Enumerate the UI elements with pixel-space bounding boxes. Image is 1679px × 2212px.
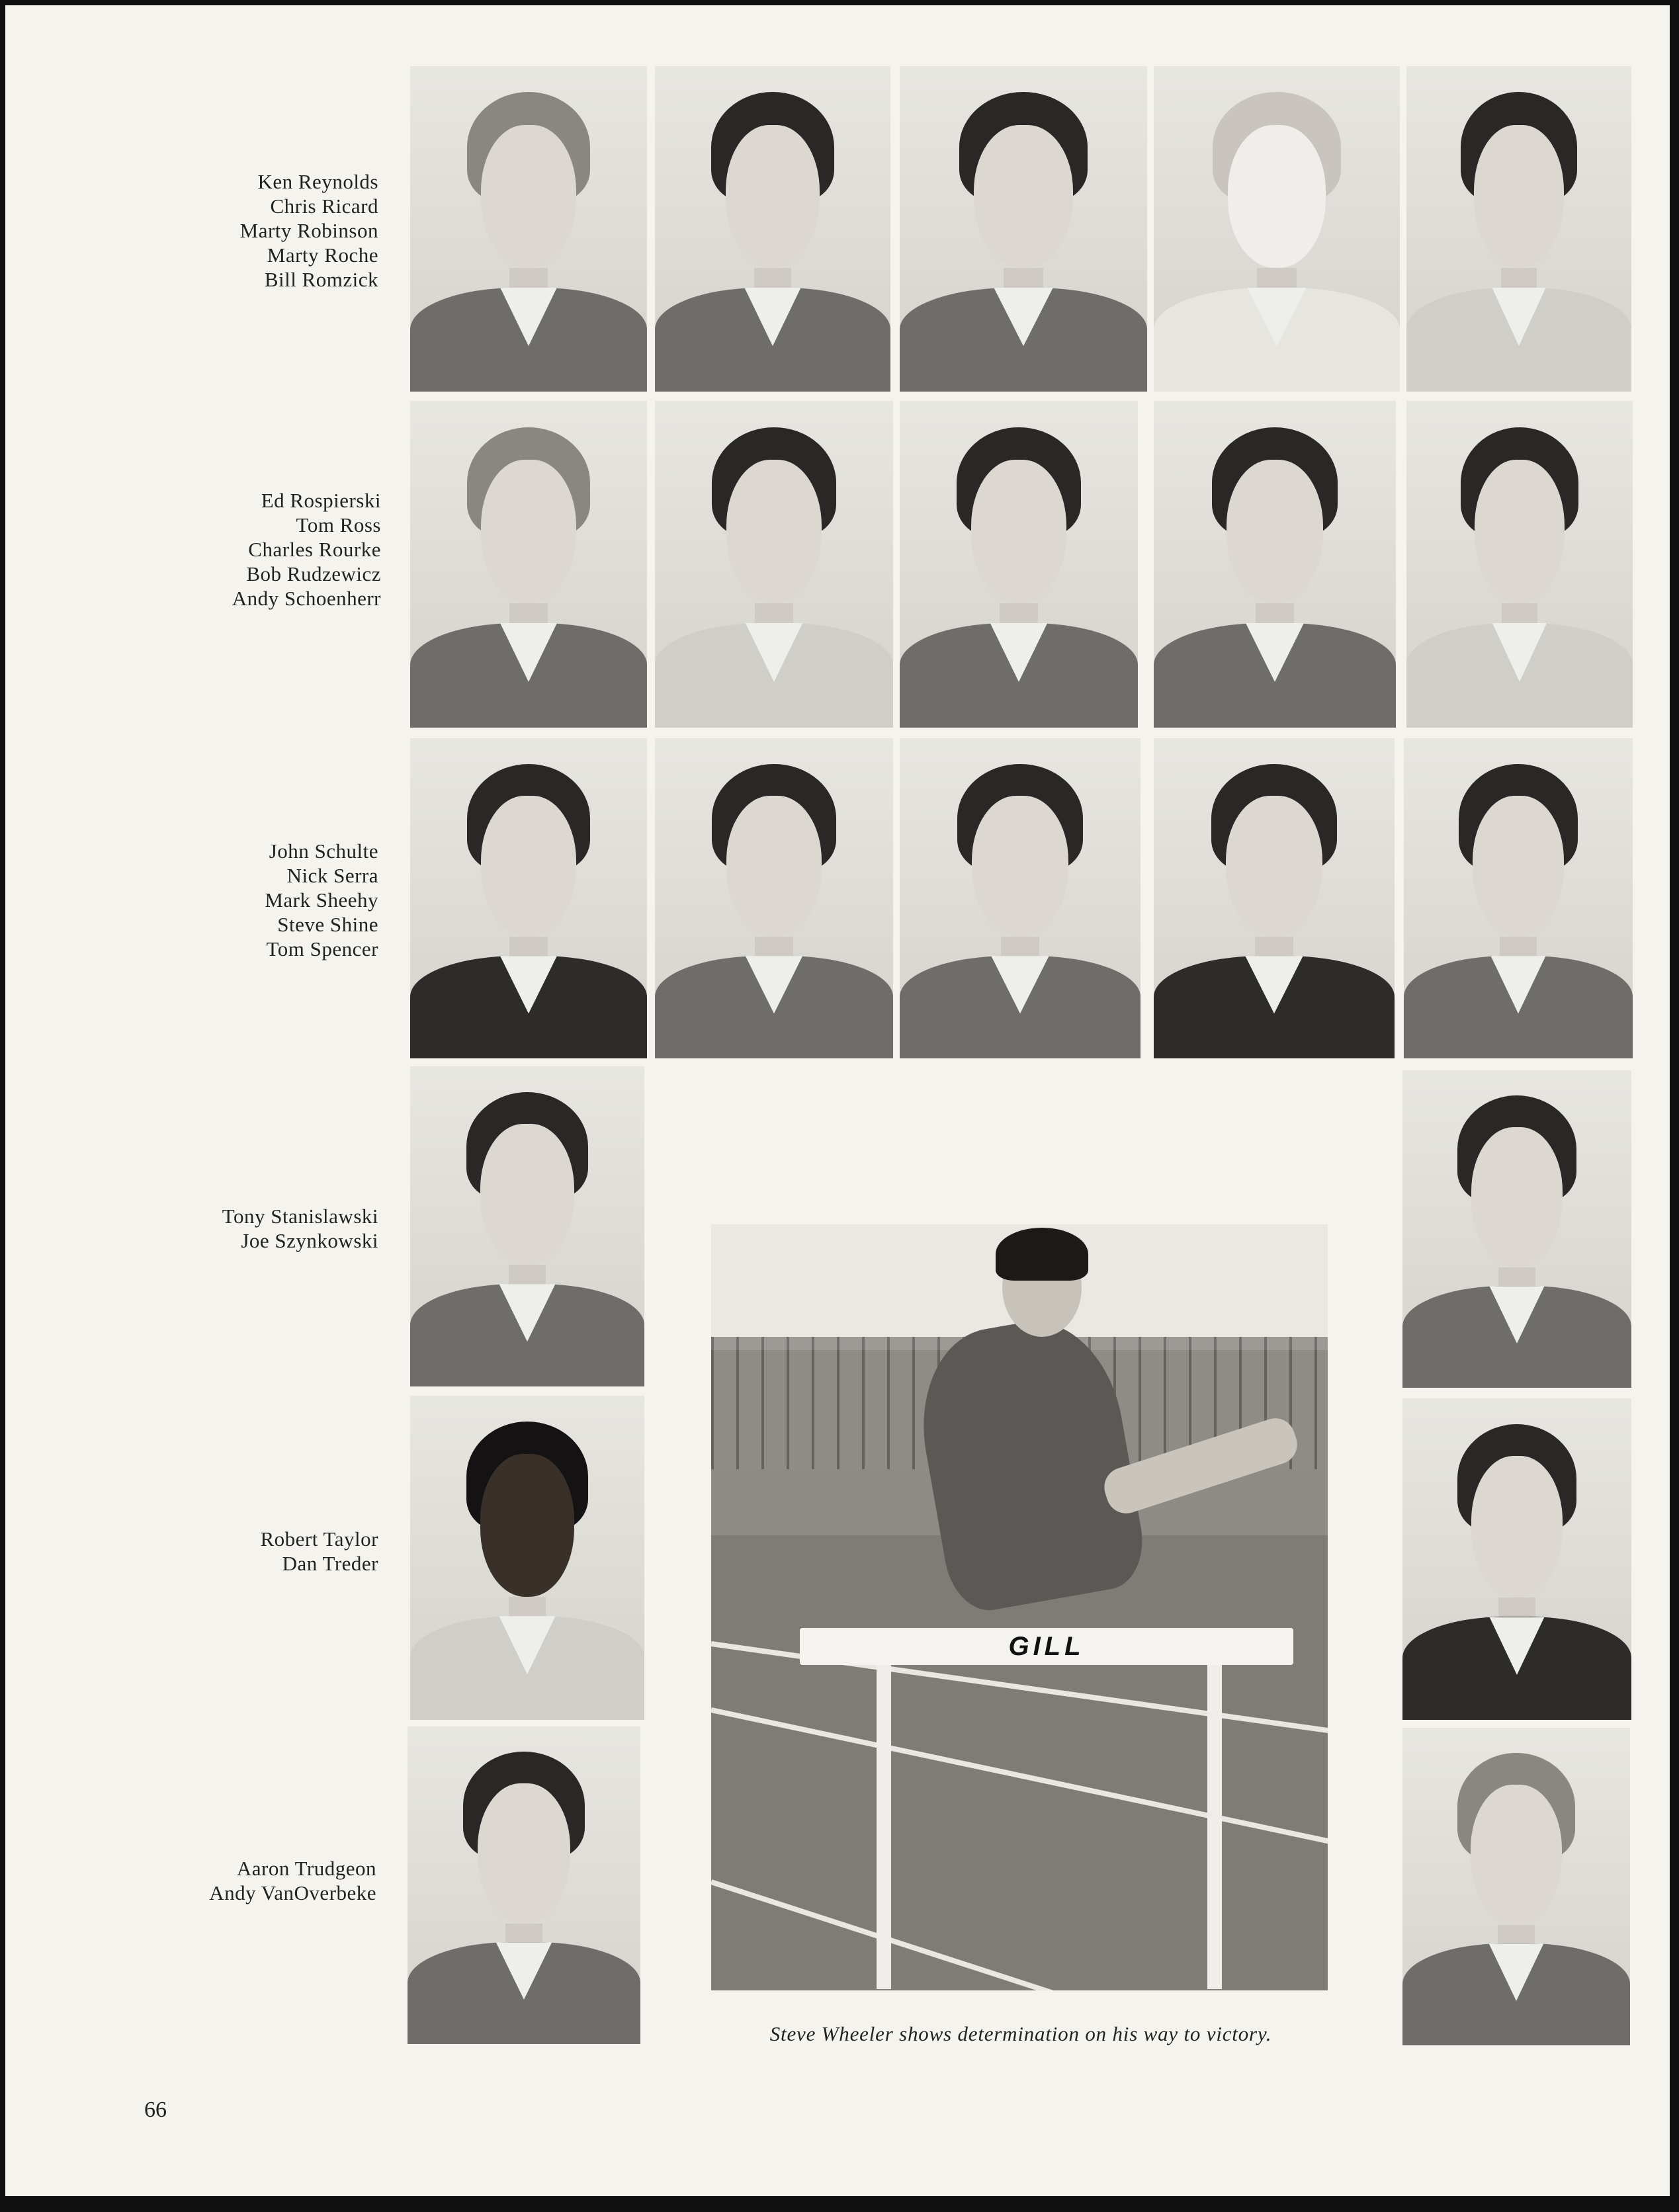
- student-portrait: [900, 401, 1138, 728]
- student-portrait: [1154, 401, 1396, 728]
- student-name: Andy Schoenherr: [232, 587, 381, 610]
- student-name: Nick Serra: [286, 864, 378, 887]
- student-name: Ken Reynolds: [257, 170, 378, 193]
- student-portrait: [1154, 738, 1395, 1058]
- student-name: Ed Rospierski: [261, 489, 381, 512]
- student-name: John Schulte: [269, 839, 378, 863]
- name-list-row-2: [232, 488, 381, 611]
- name-list-row-6: [209, 1856, 376, 1905]
- student-portrait: [900, 66, 1147, 392]
- student-name: Dan Treder: [282, 1552, 378, 1575]
- student-name: Charles Rourke: [248, 538, 381, 561]
- student-portrait: [410, 1396, 644, 1720]
- student-name: Joe Szynkowski: [241, 1229, 378, 1252]
- name-list-row-1: [240, 169, 378, 292]
- student-name: Tom Spencer: [266, 937, 378, 960]
- athlete-hair: [996, 1228, 1088, 1281]
- student-name: Chris Ricard: [270, 194, 378, 218]
- student-portrait: [1406, 66, 1631, 392]
- student-portrait: [1402, 1070, 1631, 1388]
- student-name: Mark Sheehy: [265, 888, 378, 912]
- student-portrait: [1406, 401, 1633, 728]
- student-name: Andy VanOverbeke: [209, 1881, 376, 1904]
- student-name: Bob Rudzewicz: [246, 562, 381, 585]
- student-name: Marty Roche: [267, 243, 378, 267]
- hurdler-action-photo: [711, 1224, 1328, 1990]
- photo-caption: Steve Wheeler shows determination on his way to victory.: [769, 2022, 1272, 2045]
- student-name: Steve Shine: [277, 913, 378, 936]
- hurdle-leg: [877, 1665, 891, 1989]
- hurdle-bar: GILL: [800, 1628, 1293, 1665]
- student-portrait: [900, 738, 1141, 1058]
- student-name: Tom Ross: [296, 513, 381, 536]
- student-portrait: [410, 1066, 644, 1386]
- student-portrait: [655, 401, 893, 728]
- student-name: Aaron Trudgeon: [236, 1857, 376, 1880]
- student-portrait: [410, 401, 647, 728]
- student-portrait: [1402, 1728, 1630, 2045]
- name-list-row-5: [260, 1527, 378, 1576]
- student-name: Marty Robinson: [239, 219, 378, 242]
- student-name: Tony Stanislawski: [222, 1205, 378, 1228]
- student-name: Robert Taylor: [260, 1527, 378, 1551]
- hurdle-leg: [1207, 1665, 1222, 1989]
- student-name: Bill Romzick: [264, 268, 378, 291]
- page-number: 66: [144, 2098, 167, 2122]
- student-portrait: [408, 1726, 640, 2044]
- name-list-row-4: [222, 1204, 378, 1253]
- student-portrait: [1154, 66, 1400, 392]
- student-portrait: [410, 738, 647, 1058]
- student-portrait: [655, 66, 890, 392]
- student-portrait: [1402, 1398, 1631, 1720]
- yearbook-page: [5, 5, 1670, 2196]
- student-portrait: [1404, 738, 1633, 1058]
- name-list-row-3: [265, 839, 378, 961]
- student-portrait: [410, 66, 647, 392]
- student-portrait: [655, 738, 893, 1058]
